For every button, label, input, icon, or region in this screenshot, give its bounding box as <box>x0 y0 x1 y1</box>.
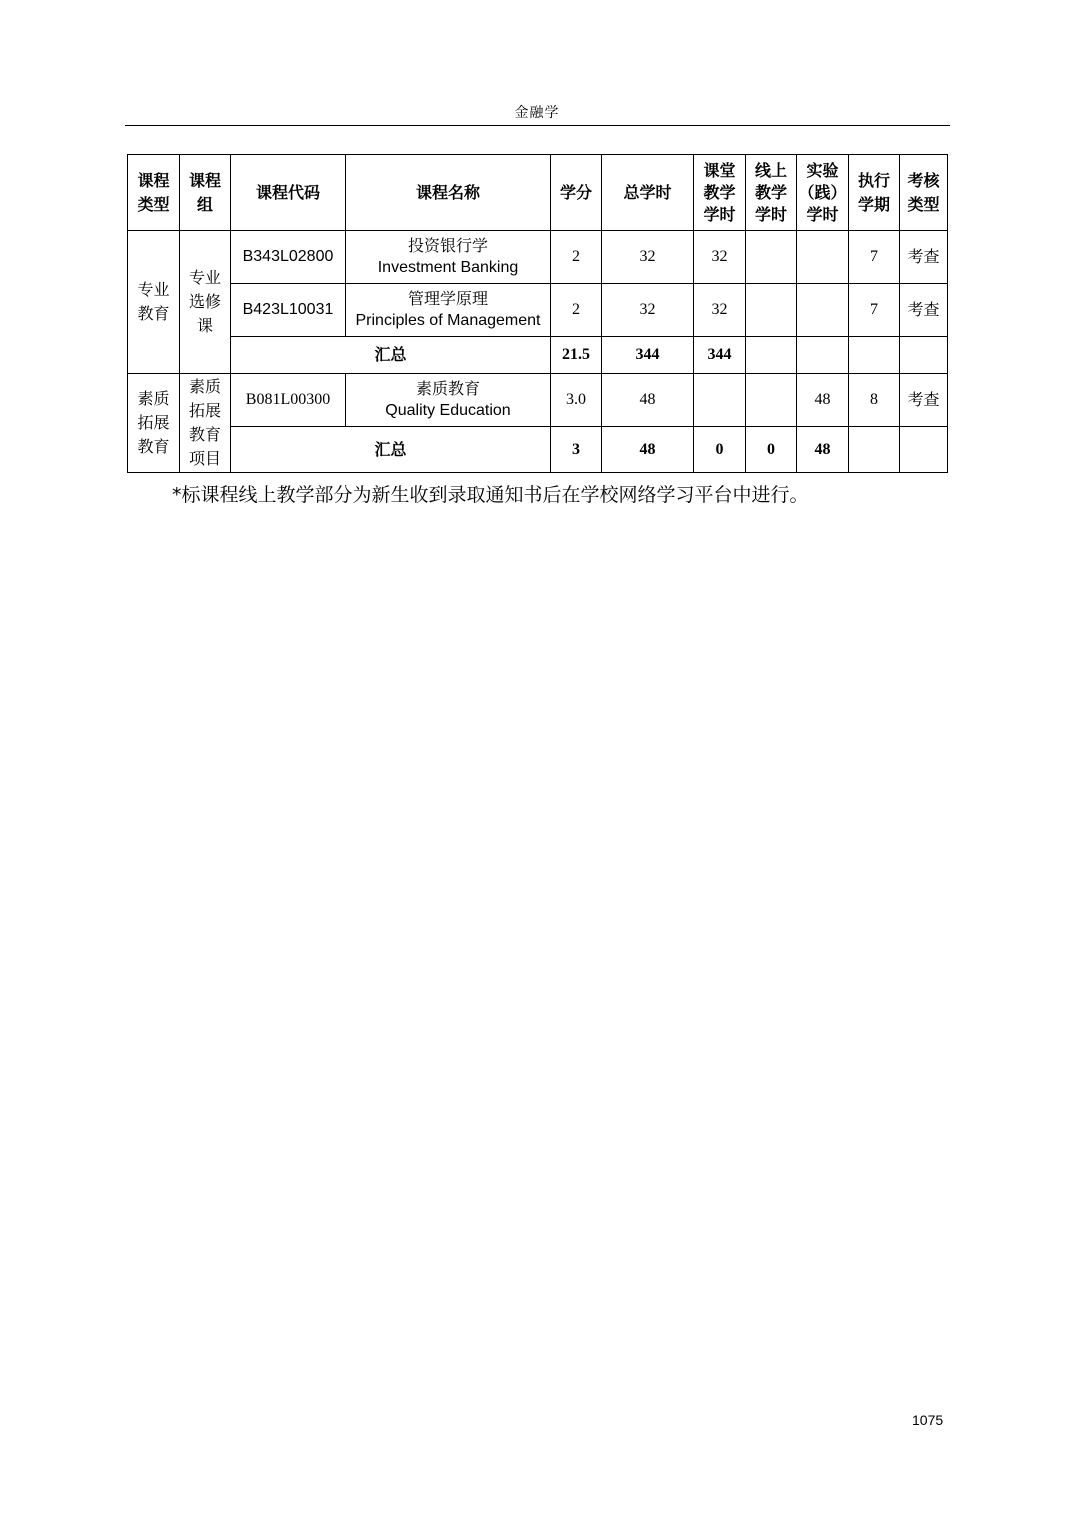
course-name <box>346 284 551 337</box>
course-code: B081L00300 <box>231 374 346 427</box>
lab-hours <box>797 231 849 284</box>
col-header-course-type: 课程 类型 <box>128 155 180 231</box>
summary-online-hours <box>746 337 797 374</box>
summary-credit: 3 <box>551 427 602 473</box>
course-group-cell <box>180 374 231 473</box>
col-header-semester: 执行 学期 <box>849 155 900 231</box>
summary-label: 汇总 <box>231 337 551 374</box>
course-type-cell <box>128 231 180 374</box>
col-header-course-code: 课程代码 <box>231 155 346 231</box>
col-header-online-hours: 线上 教学 学时 <box>746 155 797 231</box>
summary-lab-hours <box>797 337 849 374</box>
semester: 8 <box>849 374 900 427</box>
class-hours: 32 <box>694 284 746 337</box>
course-name <box>346 374 551 427</box>
summary-semester <box>849 427 900 473</box>
course-group-text: 专业选修课 <box>188 268 221 335</box>
course-group-cell <box>180 231 231 374</box>
table-row <box>128 374 948 427</box>
course-name-zh: 素质教育 <box>415 379 480 398</box>
online-hours <box>746 231 797 284</box>
course-table <box>127 154 948 473</box>
online-hours <box>746 284 797 337</box>
class-hours <box>694 374 746 427</box>
col-header-credit: 学分 <box>551 155 602 231</box>
page-header-title: 金融学 <box>514 105 560 121</box>
course-type-text: 素质拓展教育 <box>137 389 170 456</box>
summary-semester <box>849 337 900 374</box>
table-row <box>128 284 948 337</box>
course-code: B343L02800 <box>231 231 346 284</box>
table-header-row <box>128 155 948 231</box>
course-name <box>346 231 551 284</box>
summary-class-hours: 0 <box>694 427 746 473</box>
course-code: B423L10031 <box>231 284 346 337</box>
course-name-en: Investment Banking <box>377 259 519 276</box>
summary-credit: 21.5 <box>551 337 602 374</box>
summary-row <box>128 337 948 374</box>
col-header-assessment: 考核 类型 <box>900 155 948 231</box>
credit: 3.0 <box>551 374 602 427</box>
assessment: 考查 <box>900 284 948 337</box>
credit: 2 <box>551 284 602 337</box>
summary-total-hours: 344 <box>602 337 694 374</box>
course-type-cell <box>128 374 180 473</box>
online-hours <box>746 374 797 427</box>
col-header-class-hours: 课堂 教学 学时 <box>694 155 746 231</box>
assessment: 考查 <box>900 374 948 427</box>
total-hours: 48 <box>602 374 694 427</box>
header-divider <box>125 125 950 126</box>
col-header-course-name: 课程名称 <box>346 155 551 231</box>
col-header-lab-hours: 实验 （践） 学时 <box>797 155 849 231</box>
class-hours: 32 <box>694 231 746 284</box>
course-name-en: Principles of Management <box>355 312 541 329</box>
summary-total-hours: 48 <box>602 427 694 473</box>
semester: 7 <box>849 231 900 284</box>
summary-lab-hours: 48 <box>797 427 849 473</box>
summary-row <box>128 427 948 473</box>
col-header-total-hours: 总学时 <box>602 155 694 231</box>
summary-online-hours: 0 <box>746 427 797 473</box>
assessment: 考查 <box>900 231 948 284</box>
summary-assessment <box>900 337 948 374</box>
course-type-text: 专业教育 <box>137 280 170 323</box>
summary-class-hours: 344 <box>694 337 746 374</box>
course-name-zh: 管理学原理 <box>407 289 488 308</box>
lab-hours: 48 <box>797 374 849 427</box>
footnote: *标课程线上教学部分为新生收到录取通知书后在学校网络学习平台中进行。 <box>172 484 809 506</box>
page-number: 1075 <box>912 1412 944 1428</box>
total-hours: 32 <box>602 231 694 284</box>
lab-hours <box>797 284 849 337</box>
course-group-text: 素质拓展教育项目 <box>188 377 221 468</box>
summary-assessment <box>900 427 948 473</box>
course-name-en: Quality Education <box>385 402 511 419</box>
col-header-course-group: 课程 组 <box>180 155 231 231</box>
table-row <box>128 231 948 284</box>
course-name-zh: 投资银行学 <box>407 236 488 255</box>
summary-label: 汇总 <box>231 427 551 473</box>
semester: 7 <box>849 284 900 337</box>
total-hours: 32 <box>602 284 694 337</box>
credit: 2 <box>551 231 602 284</box>
